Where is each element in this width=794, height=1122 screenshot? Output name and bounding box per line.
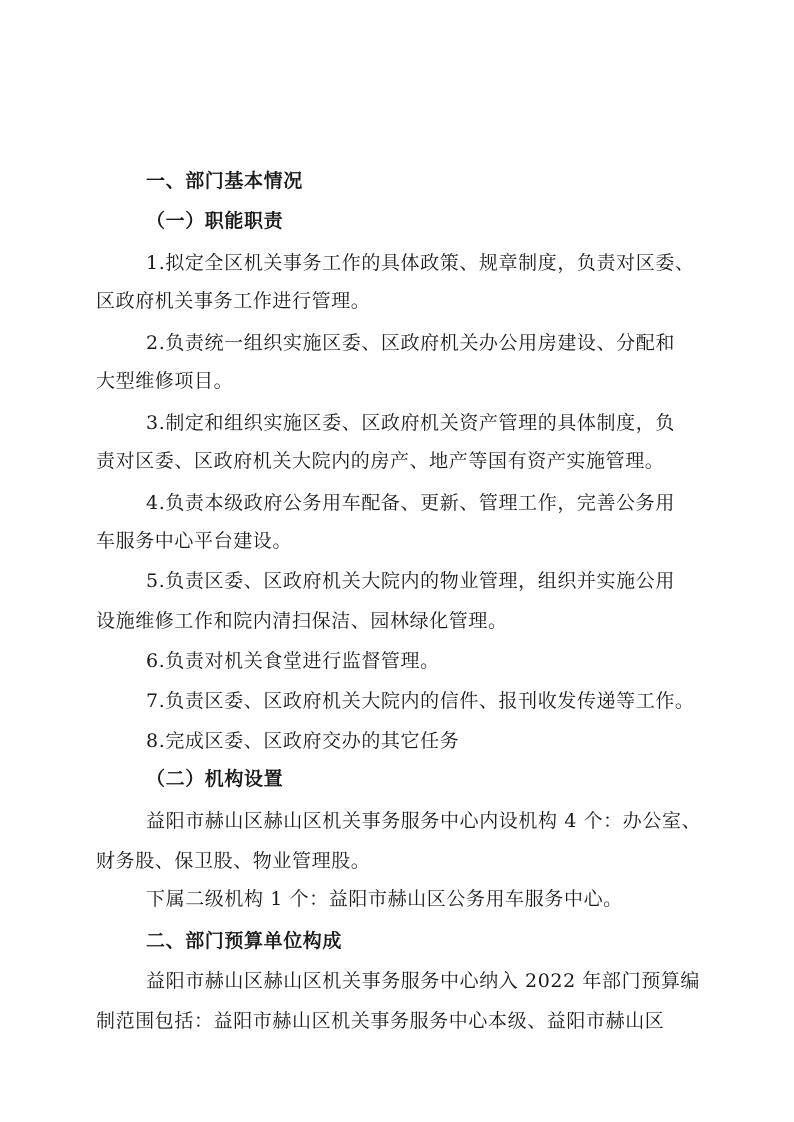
organization-para-line1: 益阳市赫山区赫山区机关事务服务中心内设机构 4 个：办公室、 bbox=[146, 810, 702, 832]
section-heading-basic-info: 一、部门基本情况 bbox=[146, 170, 303, 192]
function-item-6: 6.负责对机关食堂进行监督管理。 bbox=[146, 650, 440, 672]
function-item-2-line2: 大型维修项目。 bbox=[96, 370, 234, 392]
subsection-heading-organization: （二）机构设置 bbox=[146, 768, 284, 790]
function-item-1-line1: 1.拟定全区机关事务工作的具体政策、规章制度，负责对区委、 bbox=[146, 252, 695, 274]
function-item-8: 8.完成区委、区政府交办的其它任务 bbox=[146, 730, 460, 752]
subordinate-unit-para: 下属二级机构 1 个：益阳市赫山区公务用车服务中心。 bbox=[146, 888, 623, 910]
function-item-5-line2: 设施维修工作和院内清扫保洁、园林绿化管理。 bbox=[96, 610, 508, 632]
function-item-4-line2: 车服务中心平台建设。 bbox=[96, 530, 293, 552]
organization-para-line2: 财务股、保卫股、物业管理股。 bbox=[96, 850, 371, 872]
function-item-5-line1: 5.负责区委、区政府机关大院内的物业管理，组织并实施公用 bbox=[146, 570, 675, 592]
function-item-3-line2: 责对区委、区政府机关大院内的房产、地产等国有资产实施管理。 bbox=[96, 450, 665, 472]
function-item-4-line1: 4.负责本级政府公务用车配备、更新、管理工作，完善公务用 bbox=[146, 492, 675, 514]
budget-units-para-line1: 益阳市赫山区赫山区机关事务服务中心纳入 2022 年部门预算编 bbox=[146, 970, 701, 992]
function-item-3-line1: 3.制定和组织实施区委、区政府机关资产管理的具体制度，负 bbox=[146, 412, 675, 434]
subsection-heading-functions: （一）职能职责 bbox=[146, 210, 284, 232]
section-heading-budget-units: 二、部门预算单位构成 bbox=[146, 930, 343, 952]
function-item-2-line1: 2.负责统一组织实施区委、区政府机关办公用房建设、分配和 bbox=[146, 332, 675, 354]
budget-units-para-line2: 制范围包括：益阳市赫山区机关事务服务中心本级、益阳市赫山区 bbox=[96, 1010, 665, 1032]
function-item-1-line2: 区政府机关事务工作进行管理。 bbox=[96, 290, 371, 312]
function-item-7: 7.负责区委、区政府机关大院内的信件、报刊收发传递等工作。 bbox=[146, 690, 695, 712]
